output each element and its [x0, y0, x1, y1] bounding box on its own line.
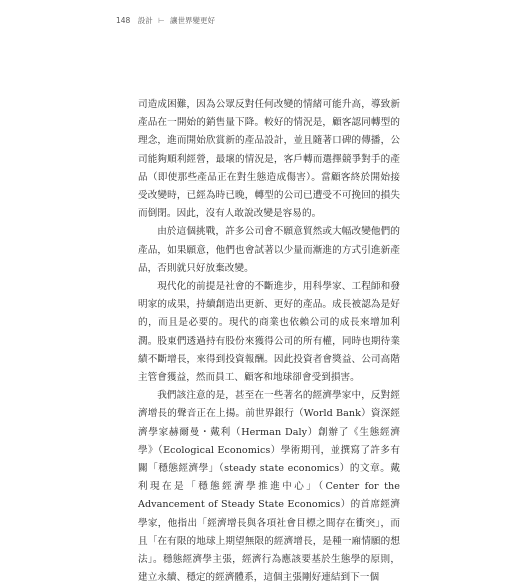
paragraph: 司造成困難，因為公眾反對任何改變的情緒可能升高，導致新產品在一開始的銷售量下降。較好的情況是，顧客認同轉型的理念，進而開始欣賞新的產品設計，並且隨著口碑的傳播，公司能夠順利經營，最壞的情況是，客戶轉而選擇競爭對手的產品（即使那些產品正在對生態造成傷害）。當顧客終於開始接受改變時，已經為時已晚，轉型的公司已遭受不可挽回的損失而倒閉。因此，沒有人敢說改變是容易的。 — [138, 99, 400, 220]
running-header — [116, 15, 215, 26]
chapter-title: 讓世界變更好 — [170, 16, 216, 25]
paragraph: 我們該注意的是，甚至在一些著名的經濟學家中，反對經濟增長的聲音正在上揚。前世界銀行（World Bank）資深經濟學家赫爾曼・戴利（Herman Daly）創辦了《生態經濟學》（Ecological Economics）學術期刊，並撰寫了許多有關「穩態經濟學」（steady state economics）的文章。戴利現在是「穩態經濟學推進中心」（Center for the Advancement of Steady State Economics）的首席經濟學家，他指出「經濟增長與各項社會目標之間存在衝突」，而且「在有限的地球上期望無限的經濟增長，是種一廂情願的想法」。穩態經濟學主張，經濟行為應該要基於生態學的原則，建立永續、穩定的經濟體系，這個主張剛好連結到下一個 — [138, 390, 400, 584]
paragraph: 現代化的前提是社會的不斷進步，用科學家、工程師和發明家的成果，持續創造出更新、更好的產品。成長被認為是好的，而且是必要的。現代的商業也依賴公司的成長來增加利潤。股東們透過持有股份來獲得公司的所有權，同時也期待業績不斷增長，來得到投資報酬。因此投資者會獎益、公司高階主管會獲益，然而員工、顧客和地球卻會受到損害。 — [138, 281, 400, 384]
page-number: 148 — [116, 16, 131, 25]
book-title: 設計 — [137, 16, 153, 25]
paragraph: 由於這個挑戰，許多公司會不願意貿然或大幅改變他們的產品，如果願意，他們也會試著以少量而漸進的方式引進新產品，否則就只好放棄改變。 — [138, 226, 400, 274]
header-separator: ⊢ — [158, 16, 165, 25]
body-text — [138, 96, 400, 587]
